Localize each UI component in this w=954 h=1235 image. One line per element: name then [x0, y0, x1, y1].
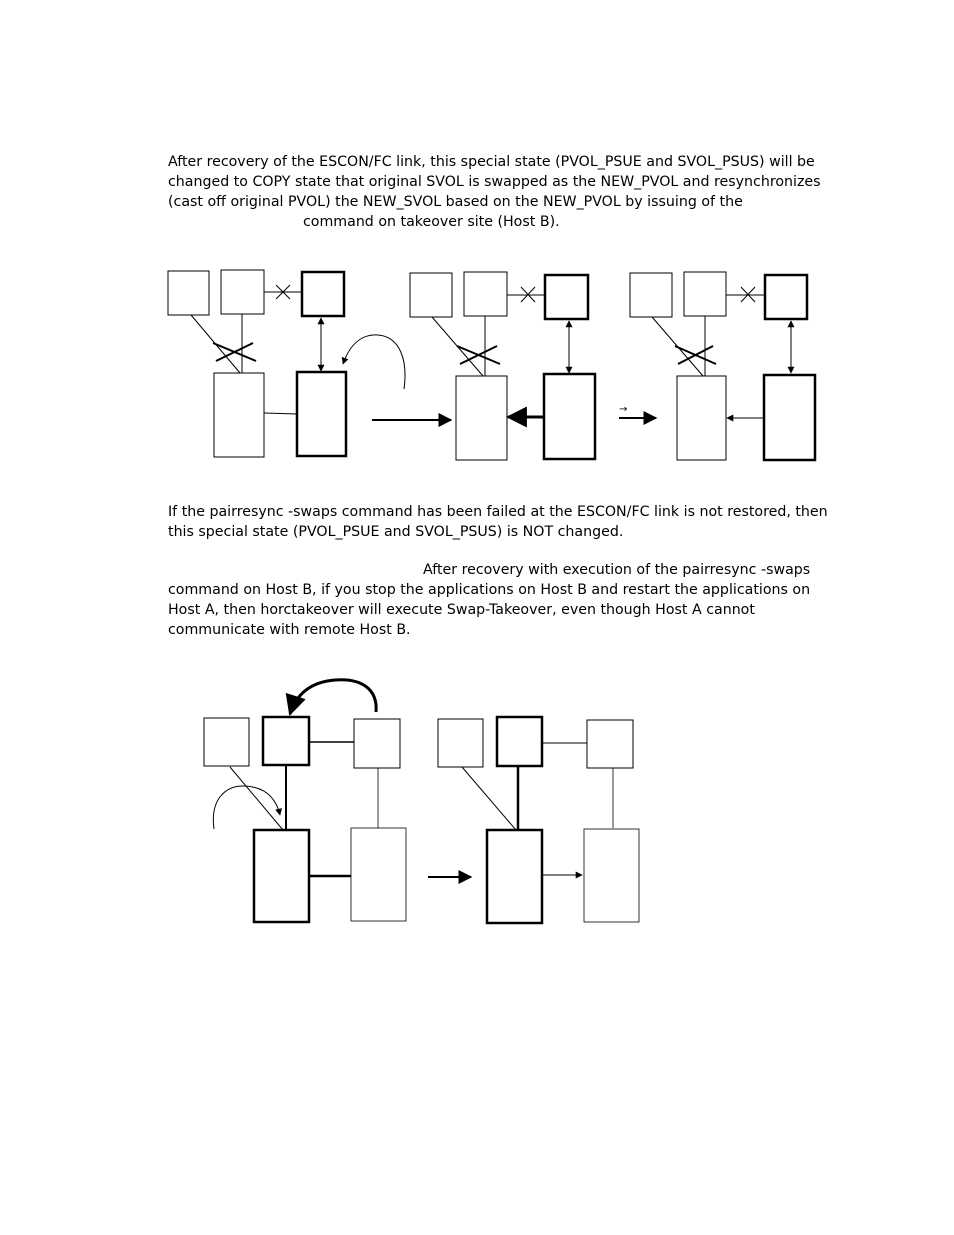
panel-1 — [168, 270, 405, 457]
diagram-swap-resync — [0, 260, 954, 475]
paragraph-swap-takeover — [168, 560, 828, 640]
panel-a — [204, 680, 406, 922]
volume-box — [351, 828, 406, 921]
swap-curve-arrow — [290, 680, 376, 714]
text-line: command on Host B, if you stop the applications on Host B and restart the applications on — [168, 582, 811, 598]
host-box — [221, 270, 264, 314]
volume-box-active — [487, 830, 542, 923]
text-line: (cast off original PVOL) the NEW_SVOL based on the NEW_PVOL by issuing of the — [168, 194, 743, 210]
paragraph-resync-failed — [168, 502, 828, 542]
volume-box — [677, 376, 726, 460]
swap-curve-arrow — [343, 335, 405, 389]
volume-box-active — [254, 830, 309, 922]
volume-box — [214, 373, 264, 457]
text-line: this special state (PVOL_PSUE and SVOL_PSUS) is NOT changed. — [168, 524, 624, 540]
text-line: changed to COPY state that original SVOL is swapped as the NEW_PVOL and resynchronizes — [168, 174, 821, 190]
text-line: communicate with remote Host B. — [168, 622, 411, 638]
small-arrow-glyph: → — [619, 404, 628, 415]
host-box — [410, 273, 452, 317]
restart-curve-arrow — [213, 786, 280, 829]
host-box — [587, 720, 633, 768]
text-line: Host A, then horctakeover will execute Swap-Takeover, even though Host A cannot — [168, 602, 755, 618]
text-line: If the pairresync -swaps command has been failed at the ESCON/FC link is not restored, then — [168, 504, 828, 520]
volume-box-active — [764, 375, 815, 460]
host-box — [204, 718, 249, 766]
host-box-active — [263, 717, 309, 765]
paragraph-recovery-swap — [168, 152, 828, 232]
text-line: command on takeover site (Host B). — [303, 214, 560, 230]
panel-b — [438, 717, 639, 923]
host-box-active — [545, 275, 588, 319]
link-line — [462, 767, 516, 830]
volume-box-active — [297, 372, 346, 456]
host-box — [630, 273, 672, 317]
volume-box — [584, 829, 639, 922]
host-box — [354, 719, 400, 768]
link-line — [230, 767, 283, 830]
panel-3 — [630, 272, 815, 460]
host-box — [464, 272, 507, 316]
link-line — [264, 413, 297, 414]
volume-box — [456, 376, 507, 460]
diagram-swap-takeover — [0, 670, 954, 940]
panel-2 — [410, 272, 595, 460]
host-box — [168, 271, 209, 315]
volume-box-active — [544, 374, 595, 459]
text-line: After recovery with execution of the pairresync -swaps — [423, 562, 811, 578]
host-box — [438, 719, 483, 767]
text-line: After recovery of the ESCON/FC link, this special state (PVOL_PSUE and SVOL_PSUS) will be — [168, 154, 815, 170]
host-box — [684, 272, 726, 316]
host-box-active — [302, 272, 344, 316]
host-box-active — [765, 275, 807, 319]
host-box-active — [497, 717, 542, 766]
